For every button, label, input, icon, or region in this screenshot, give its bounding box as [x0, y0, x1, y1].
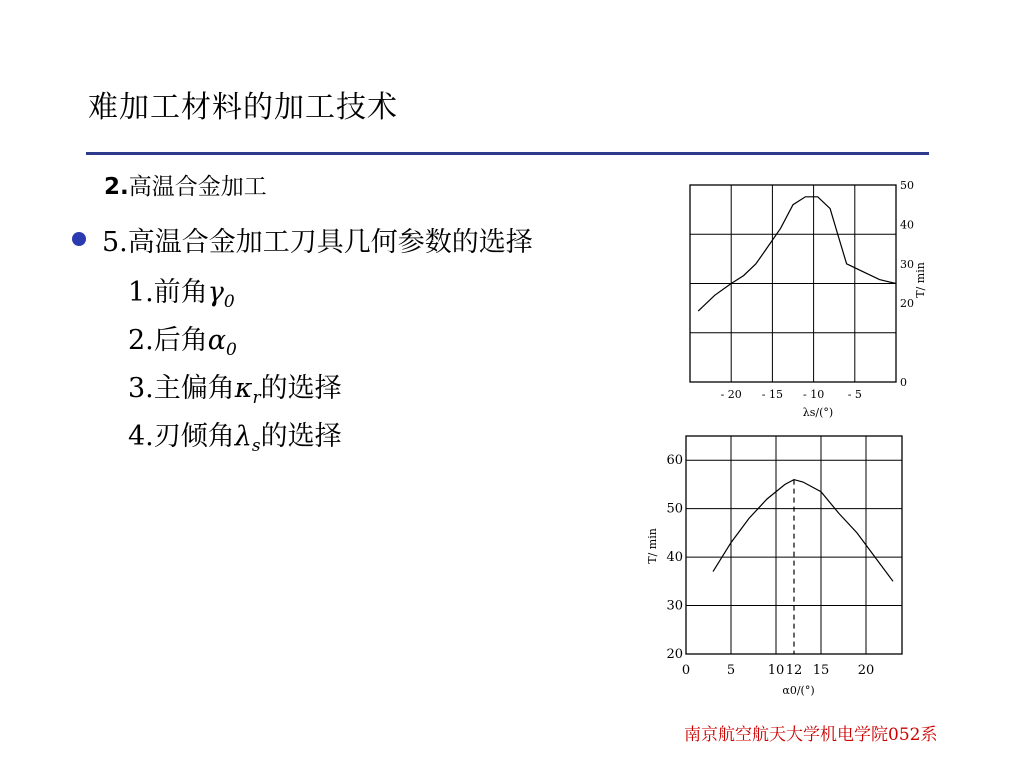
series-line — [698, 197, 896, 311]
section-subtitle — [104, 168, 267, 201]
bullet-heading: 5.高温合金加工刀具几何参数的选择 — [102, 227, 533, 258]
subtitle-text: 高温合金加工 — [128, 174, 267, 200]
x-tick-label: - 20 — [720, 388, 742, 401]
y-tick-label: 30 — [666, 598, 683, 614]
item-subscript: s — [251, 436, 261, 456]
item-suffix: 的选择 — [260, 421, 342, 452]
x-tick-label: - 5 — [847, 388, 862, 401]
item-subscript: 0 — [226, 340, 237, 360]
y-axis-label: T/ min — [914, 262, 927, 298]
item-prefix: 4.刃倾角 — [128, 421, 235, 452]
title-divider — [86, 152, 929, 155]
item-lead-angle — [128, 366, 342, 408]
item-inclination-angle — [128, 414, 342, 456]
x-tick-label: 0 — [681, 663, 691, 678]
y-tick-label: 0 — [900, 376, 907, 389]
item-symbol: γ — [207, 277, 224, 308]
subtitle-number: 2. — [104, 174, 129, 200]
y-tick-label: 50 — [900, 179, 914, 192]
chart-tool-life-vs-clearance — [630, 425, 920, 710]
slide-title: 难加工材料的加工技术 — [88, 90, 398, 125]
item-rake-angle — [128, 270, 235, 312]
bullet-dot-icon — [72, 232, 86, 246]
y-tick-label: 20 — [666, 647, 683, 662]
item-subscript: r — [252, 388, 261, 408]
y-tick-label: 20 — [900, 297, 914, 311]
footer-institution: 南京航空航天大学机电学院052系 — [684, 725, 938, 745]
item-suffix: 的选择 — [260, 373, 342, 404]
y-axis-label: T/ min — [646, 528, 659, 564]
item-clearance-angle — [128, 318, 237, 360]
chart-tool-life-vs-inclination — [640, 170, 940, 420]
x-tick-label: - 15 — [761, 388, 784, 401]
y-tick-label: 40 — [666, 550, 683, 566]
y-tick-label: 40 — [900, 218, 914, 232]
item-prefix: 2.后角 — [128, 325, 208, 356]
x-tick-label: 5 — [726, 663, 736, 678]
x-tick-label: - 10 — [802, 388, 825, 401]
x-tick-label: 20 — [857, 663, 875, 678]
x-axis-label: λs/(°) — [802, 406, 834, 419]
item-subscript: 0 — [223, 292, 235, 312]
item-prefix: 1.前角 — [128, 277, 208, 308]
item-symbol: κ — [234, 373, 253, 404]
x-tick-label: 10 — [767, 663, 785, 678]
y-tick-label: 30 — [900, 257, 914, 271]
x-tick-label: 15 — [812, 663, 830, 678]
x-axis-label: α0/(°) — [782, 684, 815, 697]
x-tick-label: 12 — [785, 663, 803, 678]
y-tick-label: 50 — [666, 501, 683, 517]
item-prefix: 3.主偏角 — [128, 373, 235, 404]
item-symbol: α — [207, 325, 226, 356]
y-tick-label: 60 — [666, 453, 683, 469]
item-symbol: λ — [234, 421, 252, 452]
